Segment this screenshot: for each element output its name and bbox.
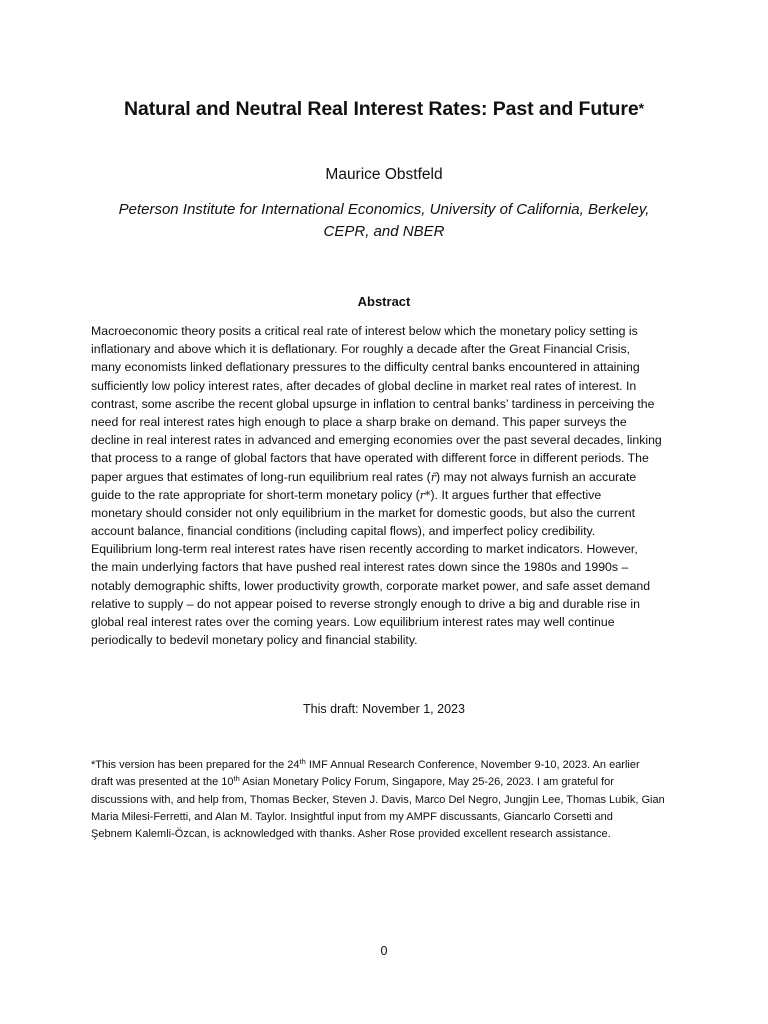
footnote-line xyxy=(91,774,691,791)
affiliation-line: Peterson Institute for International Economics, University of California, Berkeley, xyxy=(118,201,650,218)
paper-title xyxy=(0,94,768,123)
abstract-line xyxy=(91,468,691,486)
footnote-line: Şebnem Kalemli-Özcan, is acknowledged with thanks. Asher Rose provided excellent research assistance. xyxy=(91,828,611,841)
title-footnote-marker: * xyxy=(638,100,644,116)
paper-title-text: Natural and Neutral Real Interest Rates: Past and Future xyxy=(124,98,639,120)
abstract-heading: Abstract xyxy=(357,294,411,309)
abstract-line: Macroeconomic theory posits a critical real rate of interest below which the monetary policy setting is xyxy=(91,324,638,338)
abstract-line xyxy=(91,486,691,504)
abstract-line: relative to supply – do not appear poised to reverse strongly enough to drive a big and durable rise in xyxy=(91,596,640,611)
abstract-line: notably demographic shifts, lower productivity growth, corporate market power, and safe asset demand xyxy=(91,578,651,593)
abstract-line: the main underlying factors that have pushed real interest rates down since the 1980s and 1990s – xyxy=(91,560,629,575)
abstract-line: sufficiently low policy interest rates, after decades of global decline in market real rates of interest. In xyxy=(91,378,637,393)
abstract-line: monetary should consider not only equilibrium in the market for domestic goods, but also the current xyxy=(91,505,636,520)
abstract-line: that process to a range of global factors that have operated with different force in different periods. The xyxy=(91,451,649,466)
abstract-line: contrast, some ascribe the recent global upsurge in inflation to central banks’ tardiness in perceiving the xyxy=(91,396,655,411)
math-r-bar: r̄ xyxy=(430,470,436,484)
footnote-text: Asian Monetary Policy Forum, Singapore, May 25-26, 2023. I am grateful for xyxy=(239,776,614,789)
footnote-line: discussions with, and help from, Thomas Becker, Steven J. Davis, Marco Del Negro, Jungjin Lee, Thomas Lubik, Gian xyxy=(91,793,665,806)
abstract-text: ). It argues further that effective xyxy=(430,487,602,502)
draft-date: This draft: November 1, 2023 xyxy=(303,702,465,716)
footnote-line xyxy=(91,757,691,774)
author-affiliation xyxy=(60,199,708,243)
page-number: 0 xyxy=(380,944,388,958)
footnote-line: Maria Milesi-Ferretti, and Alan M. Taylor. Insightful input from my AMPF discussants, Giancarlo Corsetti and xyxy=(91,810,613,823)
abstract-line: periodically to bedevil monetary policy and financial stability. xyxy=(91,633,418,648)
footnote-text: draft was presented at the 10 xyxy=(91,776,234,789)
author-name: Maurice Obstfeld xyxy=(325,166,443,183)
footnote-text: IMF Annual Research Conference, November 9-10, 2023. An earlier xyxy=(305,759,640,771)
abstract-body xyxy=(91,322,691,649)
abstract-text: ) may not always furnish an accurate xyxy=(435,469,637,484)
abstract-line: need for real interest rates high enough to place a sharp brake on demand. This paper surveys the xyxy=(91,414,627,429)
ordinal-superscript: th xyxy=(299,757,306,766)
ordinal-superscript: th xyxy=(233,774,240,784)
abstract-line: many economists linked deflationary pressures to the difficulty central banks encountered in attaining xyxy=(91,360,640,375)
abstract-line: global real interest rates over the coming years. Low equilibrium interest rates may well continue xyxy=(91,615,615,629)
abstract-text: paper argues that estimates of long-run equilibrium real rates ( xyxy=(91,469,431,484)
abstract-line: account balance, financial conditions (including capital flows), and imperfect policy credibility. xyxy=(91,524,596,539)
math-r-star: r* xyxy=(419,488,431,502)
abstract-text: guide to the rate appropriate for short-term monetary policy ( xyxy=(91,487,420,502)
affiliation-line: CEPR, and NBER xyxy=(323,223,445,240)
abstract-line: decline in real interest rates in advanced and emerging economies over the past several decades, linking xyxy=(91,433,662,448)
abstract-line: inflationary and above which it is deflationary. For roughly a decade after the Great Financial Crisis, xyxy=(91,342,631,357)
title-footnote xyxy=(91,757,691,843)
footnote-text: *This version has been prepared for the 24 xyxy=(91,759,300,771)
abstract-line: Equilibrium long-term real interest rates have risen recently according to market indicators. However, xyxy=(91,542,638,557)
